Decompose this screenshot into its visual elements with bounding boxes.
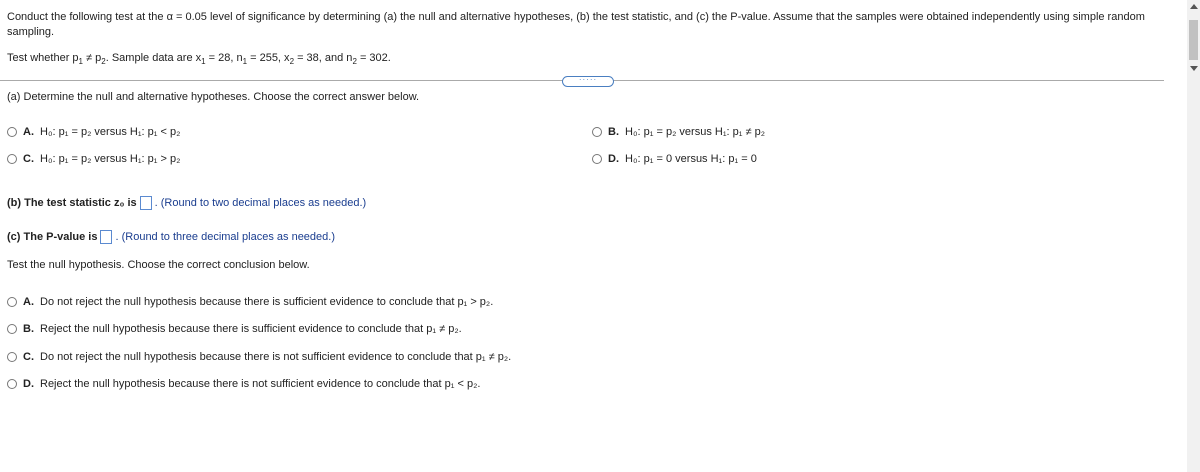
- radio-icon[interactable]: [7, 379, 17, 389]
- radio-icon[interactable]: [7, 352, 17, 362]
- n2-val: = 302.: [356, 52, 391, 64]
- part-a-option-c[interactable]: [7, 153, 180, 165]
- option-letter: B.: [608, 126, 619, 138]
- question-intro-text: Conduct the following test at the α = 0.05 level of significance by determining (a) the null and alternative hypotheses, (b) the test statistic, and (c) the P-value. Assume that the samples were obtained independently using simple random sampling.: [7, 11, 1145, 38]
- expand-button[interactable]: ·····: [562, 76, 614, 87]
- option-letter: C.: [23, 153, 34, 165]
- x2-val: = 38, and n: [294, 52, 353, 64]
- scroll-up-arrow-icon[interactable]: [1190, 4, 1198, 9]
- option-letter: A.: [23, 126, 34, 138]
- x2-sub: 2: [289, 57, 295, 66]
- part-c-hint: . (Round to three decimal places as needed.): [115, 231, 336, 243]
- radio-icon[interactable]: [7, 127, 17, 137]
- data-rest1: . Sample data are x: [105, 52, 202, 64]
- radio-icon[interactable]: [592, 127, 602, 137]
- radio-icon[interactable]: [592, 154, 602, 164]
- conclusion-option-a[interactable]: [7, 296, 493, 308]
- n2-sub: 2: [352, 57, 357, 66]
- part-a-option-a[interactable]: [7, 126, 180, 138]
- radio-icon[interactable]: [7, 324, 17, 334]
- data-prefix: Test whether p: [7, 52, 79, 64]
- part-b-prefix: (b) The test statistic z₀ is: [7, 197, 137, 209]
- part-a-option-d[interactable]: [592, 153, 757, 165]
- option-text: Do not reject the null hypothesis because there is not sufficient evidence to conclude that p₁ ≠ p₂.: [40, 351, 512, 363]
- question-intro: [7, 10, 1157, 40]
- option-letter: A.: [23, 296, 34, 308]
- option-letter: C.: [23, 351, 34, 363]
- conclusion-option-d[interactable]: [7, 378, 480, 390]
- part-c-prefix: (c) The P-value is: [7, 231, 98, 243]
- radio-icon[interactable]: [7, 297, 17, 307]
- x1-val: = 28, n: [205, 52, 243, 64]
- option-text: H₀: p₁ = p₂ versus H₁: p₁ > p₂: [40, 153, 181, 165]
- data-neq: ≠ p: [83, 52, 102, 64]
- conclusion-option-c[interactable]: [7, 351, 511, 363]
- part-a-option-b[interactable]: [592, 126, 765, 138]
- scroll-down-arrow-icon[interactable]: [1190, 66, 1198, 71]
- part-b: [7, 196, 366, 210]
- option-letter: D.: [23, 378, 34, 390]
- part-a-label: (a) Determine the null and alternative hypotheses. Choose the correct answer below.: [7, 91, 420, 103]
- option-letter: D.: [608, 153, 619, 165]
- option-text: Reject the null hypothesis because there is sufficient evidence to conclude that p₁ ≠ p₂.: [40, 323, 462, 335]
- option-text: H₀: p₁ = p₂ versus H₁: p₁ < p₂: [40, 126, 181, 138]
- option-text: Reject the null hypothesis because there is not sufficient evidence to conclude that p₁ < p₂.: [40, 378, 481, 390]
- conclusion-option-b[interactable]: [7, 323, 462, 335]
- data-sub1: 1: [78, 57, 83, 66]
- part-c: [7, 230, 335, 244]
- test-statistic-input[interactable]: [140, 196, 152, 210]
- p-value-input[interactable]: [100, 230, 112, 244]
- part-b-hint: . (Round to two decimal places as needed.): [154, 197, 367, 209]
- data-sub2: 2: [101, 57, 106, 66]
- sample-data-line: [7, 52, 391, 66]
- x1-sub: 1: [201, 57, 206, 66]
- radio-icon[interactable]: [7, 154, 17, 164]
- scroll-thumb[interactable]: [1189, 20, 1198, 60]
- option-text: H₀: p₁ = p₂ versus H₁: p₁ ≠ p₂: [625, 126, 766, 138]
- option-letter: B.: [23, 323, 34, 335]
- vertical-scrollbar[interactable]: [1187, 0, 1200, 472]
- option-text: Do not reject the null hypothesis because there is sufficient evidence to conclude that p₁ > p₂.: [40, 296, 494, 308]
- n1-sub: 1: [242, 57, 248, 66]
- conclusion-label: Test the null hypothesis. Choose the correct conclusion below.: [7, 259, 310, 271]
- n1-val: = 255, x: [247, 52, 290, 64]
- option-text: H₀: p₁ = 0 versus H₁: p₁ = 0: [625, 153, 757, 165]
